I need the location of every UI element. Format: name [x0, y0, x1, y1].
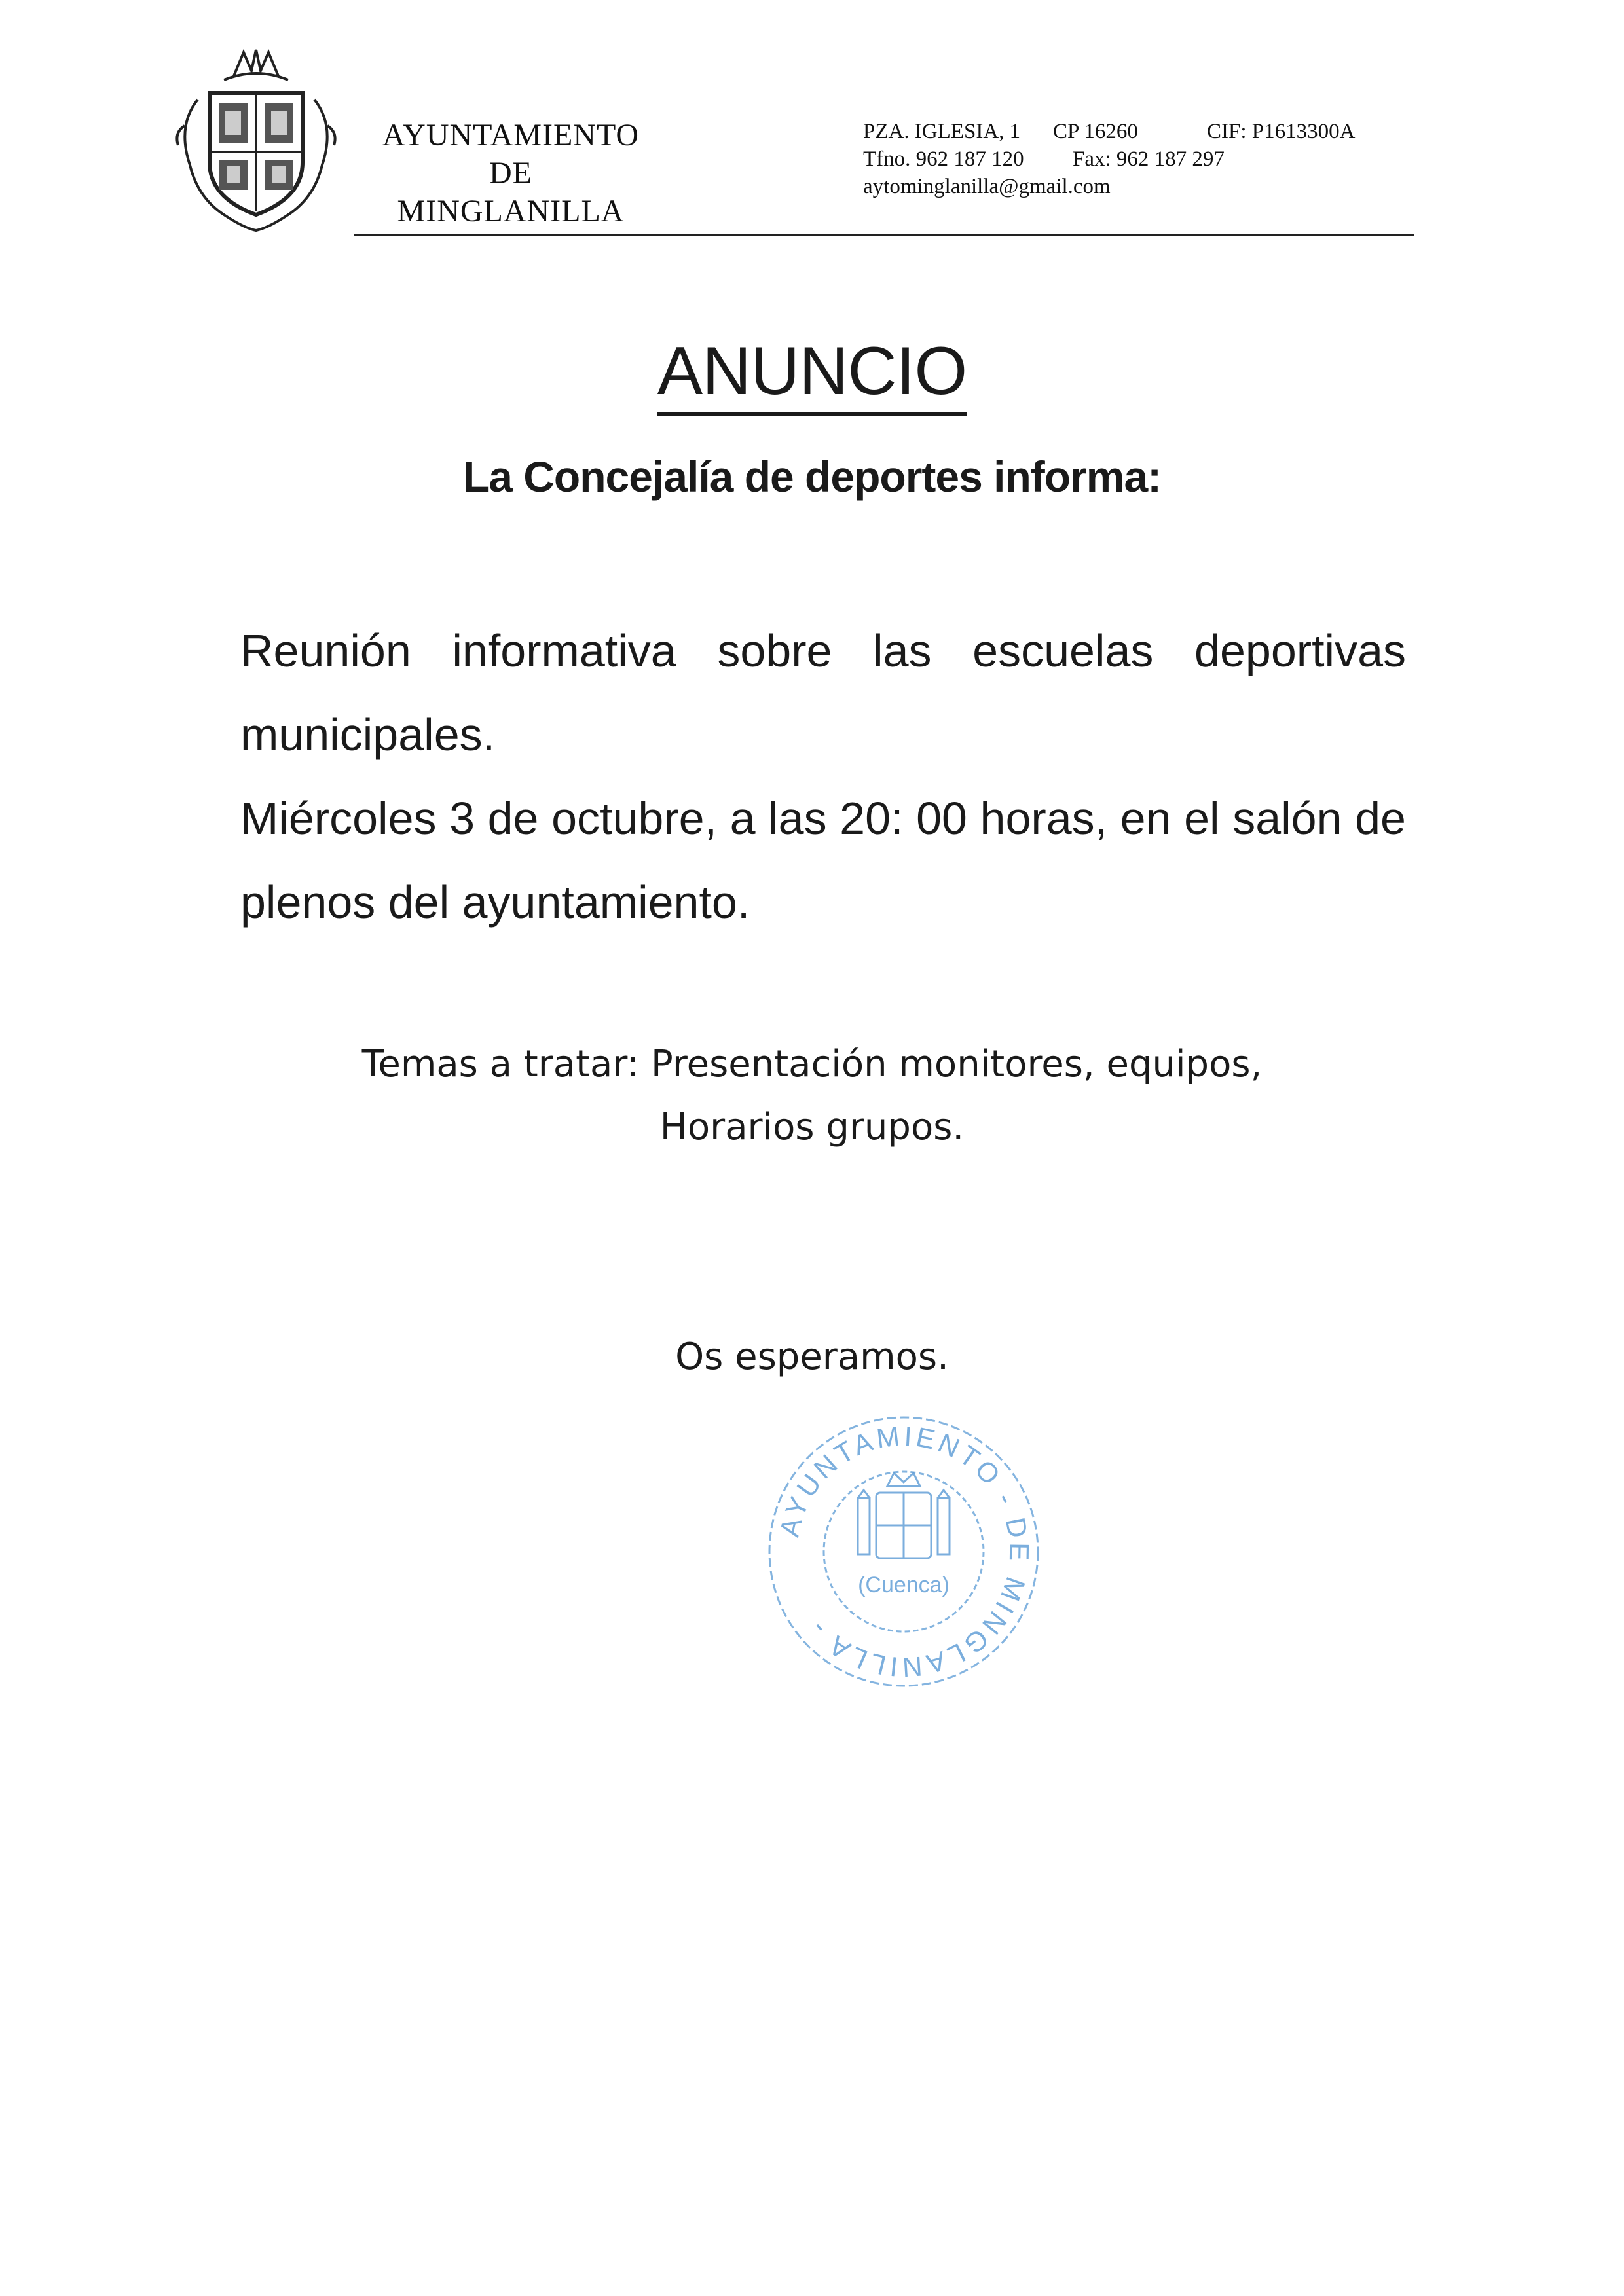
coat-of-arms-icon	[172, 47, 341, 241]
letterhead	[0, 0, 1624, 249]
contact-details	[863, 118, 1452, 200]
notice-subtitle: La Concejalía de deportes informa:	[462, 452, 1162, 501]
stamp-center-text: (Cuenca)	[858, 1573, 950, 1597]
spain-coat-of-arms-icon	[858, 1473, 950, 1558]
address: PZA. IGLESIA, 1	[863, 120, 1021, 143]
notice-title	[0, 333, 1624, 410]
header-divider	[354, 234, 1414, 236]
topics-line-2: Horarios grupos.	[659, 1106, 965, 1148]
org-line-2: DE	[489, 156, 532, 191]
contact-row-address	[863, 118, 1452, 145]
org-line-1: AYUNTAMIENTO	[382, 118, 640, 153]
notice-title-text: ANUNCIO	[657, 333, 967, 416]
meeting-description: Reunión informativa sobre las escuelas deportivas municipales.	[240, 625, 1406, 760]
stamp-ring-text: AYUNTAMIENTO - DE MINGLANILLA -	[773, 1420, 1035, 1683]
contact-row-email	[863, 173, 1452, 200]
organization-name	[354, 117, 668, 230]
meeting-topics	[0, 1033, 1624, 1159]
meeting-date-location: Miércoles 3 de octubre, a las 20: 00 horas, en el salón de plenos del ayuntamiento.	[240, 793, 1406, 928]
topics-line-1: Temas a tratar: Presentación monitores, equipos,	[361, 1043, 1263, 1085]
cif: CIF: P1613300A	[1207, 120, 1356, 143]
notice-body	[240, 609, 1406, 944]
phone: Tfno. 962 187 120	[863, 147, 1024, 171]
closing-text: Os esperamos.	[675, 1336, 949, 1378]
postal-code: CP 16260	[1053, 120, 1138, 143]
contact-row-phone	[863, 145, 1452, 173]
email: aytominglanilla@gmail.com	[863, 175, 1111, 198]
official-stamp	[753, 1401, 1054, 1702]
fax: Fax: 962 187 297	[1073, 147, 1225, 171]
org-line-3: MINGLANILLA	[397, 194, 625, 228]
